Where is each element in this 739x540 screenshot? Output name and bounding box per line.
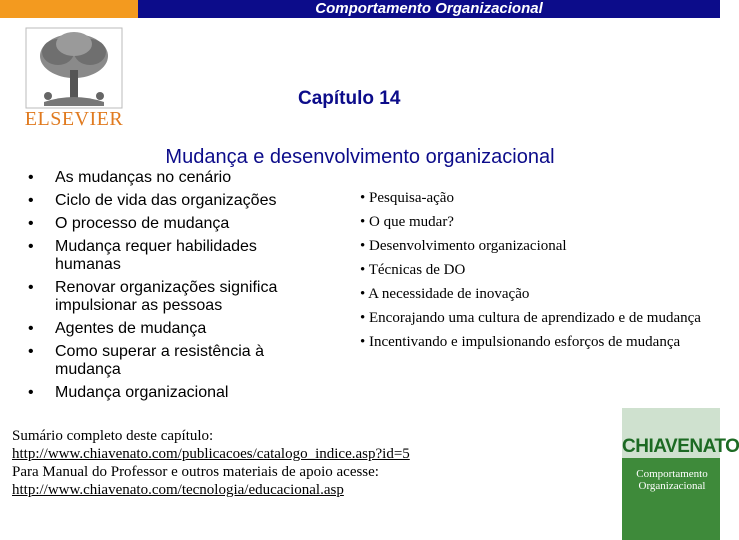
book-author: CHIAVENATO: [622, 436, 739, 457]
header-orange-block: [0, 0, 138, 18]
list-item: • A necessidade de inovação: [360, 286, 530, 302]
list-item: • Renovar organizações significa impulsionar as pessoas: [28, 279, 278, 314]
list-item: • Ciclo de vida das organizações: [28, 192, 277, 209]
book-title: Comportamento Organizacional: [636, 468, 708, 492]
list-item: • Mudança requer habilidades humanas: [28, 238, 257, 273]
list-item: • Encorajando uma cultura de aprendizado e de mudança: [360, 310, 701, 326]
summary-label: Sumário completo deste capítulo:: [12, 428, 214, 444]
list-item: • Pesquisa-ação: [360, 190, 454, 206]
list-item: • Incentivando e impulsionando esforços de mudança: [360, 334, 681, 350]
list-item: • O que mudar?: [360, 214, 454, 230]
chapter-title: Capítulo 14: [298, 88, 401, 109]
list-item: • O processo de mudança: [28, 215, 230, 232]
left-topic-list: [24, 164, 324, 402]
section-heading: Mudança e desenvolvimento organizacional: [165, 146, 555, 168]
list-item: • Mudança organizacional: [28, 384, 229, 401]
manual-label: Para Manual do Professor e outros materiais de apoio acesse:: [12, 464, 379, 480]
manual-link[interactable]: http://www.chiavenato.com/tecnologia/educacional.asp: [12, 482, 344, 498]
elsevier-logo-text: ELSEVIER: [24, 108, 124, 130]
list-item: • Como superar a resistência à mudança: [28, 343, 264, 378]
book-cover: [622, 408, 739, 540]
right-topic-list: [360, 190, 712, 358]
list-item: • Técnicas de DO: [360, 262, 466, 278]
footer-links: [12, 427, 612, 499]
list-item: • Agentes de mudança: [28, 320, 207, 337]
list-item: • As mudanças no cenário: [28, 169, 232, 186]
summary-link[interactable]: http://www.chiavenato.com/publicacoes/catalogo_indice.asp?id=5: [12, 446, 410, 462]
list-item: • Desenvolvimento organizacional: [360, 238, 567, 254]
header-bar: [0, 0, 720, 18]
header-title: Comportamento Organizacional: [315, 0, 543, 17]
